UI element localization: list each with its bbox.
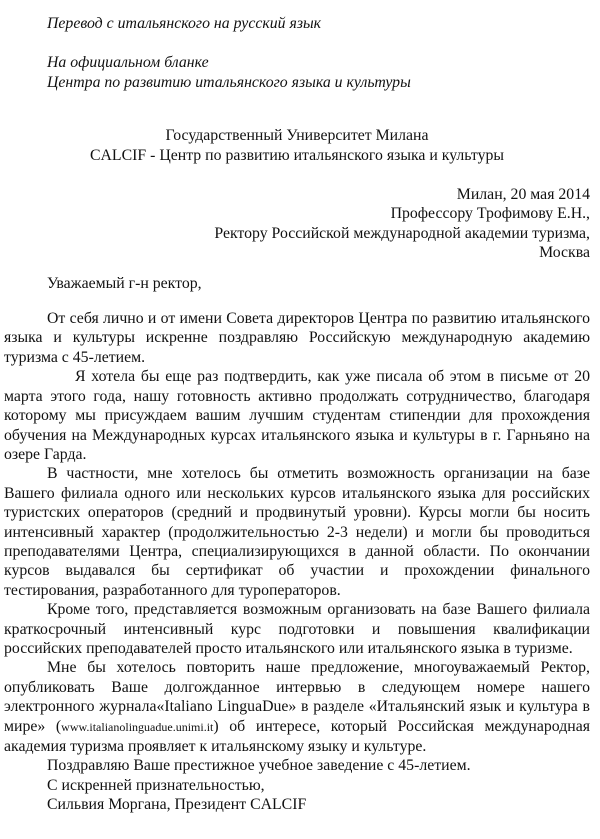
translation-note-line-1: Перевод с итальянского на русский язык xyxy=(47,15,322,32)
recipient-title-line: Ректору Российской международной академии туризма, xyxy=(214,224,590,242)
recipient-name-line: Профессору Трофимову Е.Н., xyxy=(390,205,590,223)
paragraph-4: Кроме того, представляется возможным организовать на базе Вашего филиала краткосрочный интенсивный курс подготовки и повышения квалификации российских преподавателей просто итальянского или итальянского языка в туризме. xyxy=(4,601,590,657)
letterhead xyxy=(4,126,590,165)
paragraph-5 xyxy=(4,658,590,756)
letterhead-university: Государственный Университет Милана xyxy=(165,127,429,145)
letter-body xyxy=(4,309,590,756)
journal-url: www.italianolinguadue.unimi.it xyxy=(61,719,214,734)
salutation: Уважаемый г-н ректор, xyxy=(47,274,202,292)
paragraph-3: В частности, мне хотелось бы отметить возможность организации на базе Вашего филиала одного или нескольких курсов итальянского языка для российских туристских операторов (средний и продвинутый уровни). Курсы могли бы носить интенсивный характер (продолжительностью 2-3 недели) и могли бы проводиться преподавателями Центра, специализирующихся в данной области. По окончании курсов выдавался бы сертификат об участии и прохождении финального тестирования, разработанного для туроператоров. xyxy=(4,465,590,599)
letterhead-center-name: CALCIF - Центр по развитию итальянского языка и культуры xyxy=(89,146,504,164)
address-block xyxy=(4,185,590,263)
date-place-line: Милан, 20 мая 2014 xyxy=(456,186,590,204)
paragraph-5-text-before-url: Мне бы хотелось повторить наше предложение, многоуважаемый Ректор, опубликовать Ваше долгожданное интервью в следующем номере нашего электронного журнала«Italiano LinguaDue» в разделе «Итальянский язык и культура в мире» ( xyxy=(4,659,590,735)
closing-congratulation: Поздравляю Ваше престижное учебное заведение с 45-летием. xyxy=(47,757,471,775)
paragraph-5-text-after-url: ) об интересе, который Российская международная академия туризма проявляет к итальянскому языку и культуре. xyxy=(4,717,590,755)
paragraph-1: От себя лично и от имени Совета директоров Центра по развитию итальянского языка и культуры искренне поздравляю Российскую международную академию туризма с 45-летием. xyxy=(4,310,590,366)
translation-note-line-3: Центра по развитию итальянского языка и культуры xyxy=(47,73,411,91)
closing-valediction: С искренней признательностью, xyxy=(47,776,265,794)
signature-line: Сильвия Моргана, Президент CALCIF xyxy=(47,796,307,814)
translation-note-line-2: На официальном бланке xyxy=(47,54,209,72)
letter-closing xyxy=(4,756,590,814)
recipient-city-line: Москва xyxy=(539,244,590,262)
paragraph-2: Я хотела бы еще раз подтвердить, как уже писала об этом в письме от 20 марта этого года, нашу готовность активно продолжать сотрудничество, благодаря которому мы присуждаем вашим лучшим студентам стипендии для прохождения обучения на Международных курсах итальянского языка и культуры в г. Гарньяно на озере Гарда. xyxy=(4,368,590,463)
translation-note xyxy=(4,14,590,92)
